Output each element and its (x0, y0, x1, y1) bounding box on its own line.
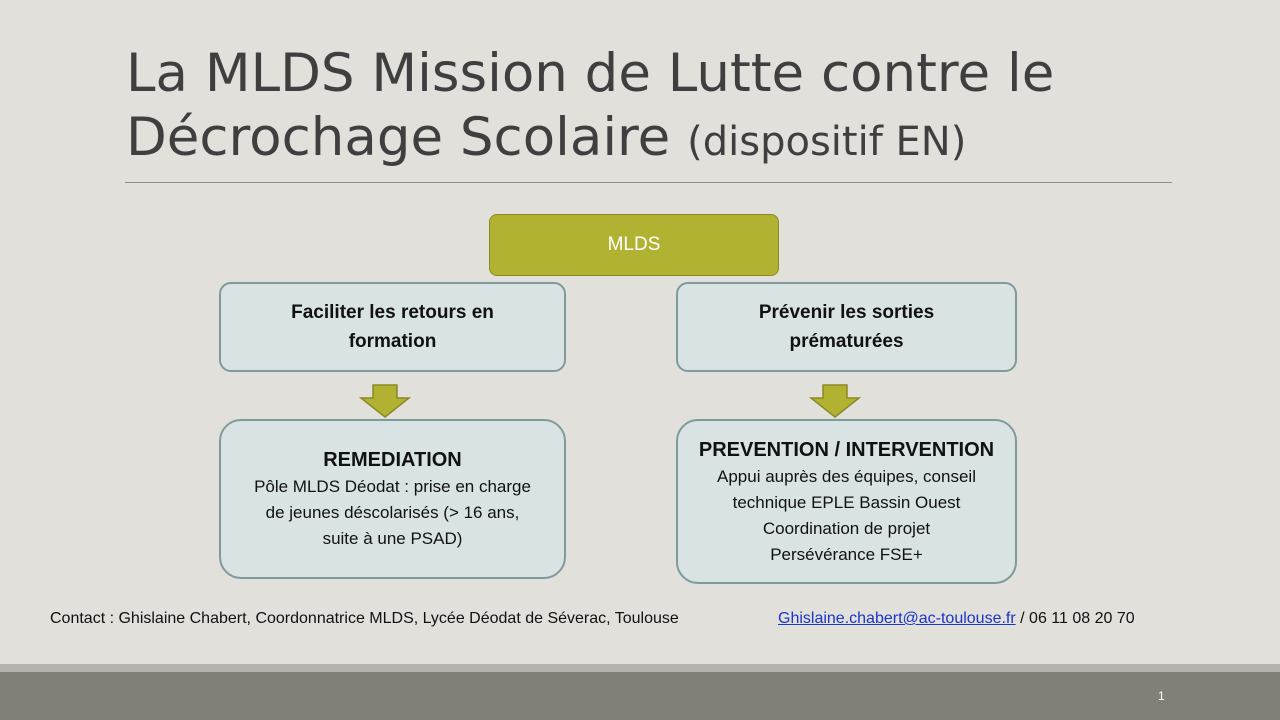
goal-node-left (219, 282, 566, 372)
phone-number: / 06 11 08 20 70 (1015, 610, 1135, 627)
title-subtitle: (dispositif EN) (687, 119, 967, 165)
root-node (489, 214, 779, 276)
detail-right-heading: PREVENTION / INTERVENTION (698, 438, 995, 461)
detail-right-line: Coordination de projet (762, 518, 931, 538)
goal-left-line1: Faciliter les retours en (291, 302, 494, 323)
down-arrow-left-icon (359, 384, 411, 418)
title-main: La MLDS Mission de Lutte contre le Décrochage Scolaire (126, 43, 1055, 168)
detail-left-line: Pôle MLDS Déodat : prise en charge (254, 477, 531, 496)
page-number: 1 (1158, 689, 1165, 703)
footer-bar (0, 672, 1280, 720)
slide-title (126, 42, 1186, 174)
detail-node-left (219, 419, 566, 579)
detail-right-line: technique EPLE Bassin Ouest (732, 492, 961, 512)
down-arrow-right-icon (809, 384, 861, 418)
root-label: MLDS (607, 234, 661, 255)
detail-right-line: Appui auprès des équipes, conseil (717, 466, 976, 486)
detail-right-line: Persévérance FSE+ (770, 544, 923, 564)
goal-right-line2: prématurées (789, 331, 904, 352)
footer-accent-bar (0, 664, 1280, 672)
contact-info: Contact : Ghislaine Chabert, Coordonnatrice MLDS, Lycée Déodat de Séverac, Toulouse (50, 610, 679, 627)
goal-right-line1: Prévenir les sorties (758, 302, 935, 323)
title-divider (125, 182, 1172, 183)
detail-left-line: de jeunes déscolarisés (> 16 ans, (265, 503, 520, 522)
goal-left-line2: formation (348, 331, 437, 352)
contact-email-phone (778, 610, 1135, 628)
detail-left-line: suite à une PSAD) (322, 529, 463, 548)
detail-node-right (676, 419, 1017, 584)
detail-left-heading: REMEDIATION (323, 449, 462, 471)
email-link[interactable]: Ghislaine.chabert@ac-toulouse.fr (778, 610, 1016, 627)
goal-node-right (676, 282, 1017, 372)
